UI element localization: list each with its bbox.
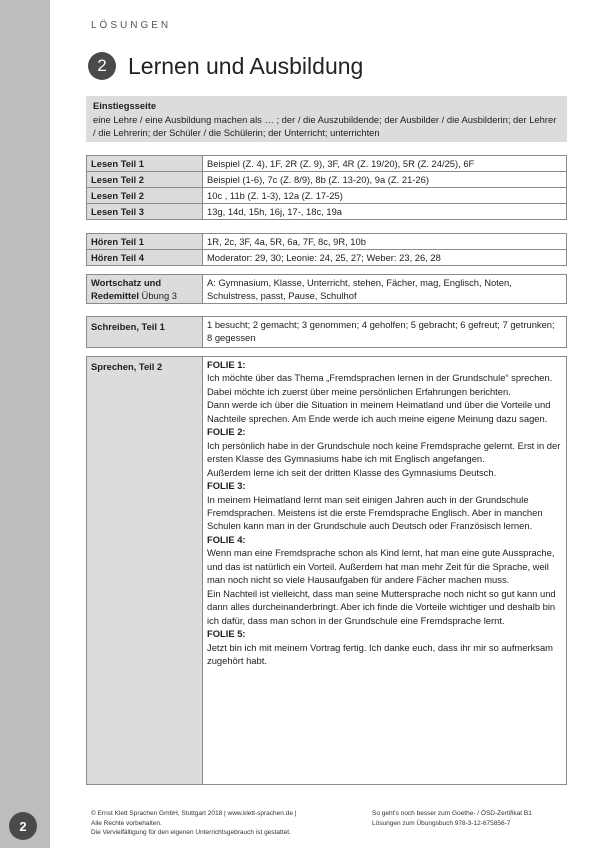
row-label: Lesen Teil 3 <box>87 204 203 220</box>
folie-3 <box>207 479 562 533</box>
footer-line: Alle Rechte vorbehalten. <box>91 819 162 827</box>
page-sidebar <box>0 0 50 848</box>
row-label: Sprechen, Teil 2 <box>87 357 203 785</box>
folie-paragraph: Jetzt bin ich mit meinem Vortrag fertig. Ich danke euch, dass ihr mir so aufmerksam zugehört habt. <box>207 641 553 666</box>
folie-heading: FOLIE 4: <box>207 533 246 545</box>
table-row <box>87 188 567 204</box>
folie-paragraph: Außerdem lerne ich seit der dritten Klasse des Gymnasiums Deutsch. <box>207 466 497 478</box>
folie-1 <box>207 358 562 425</box>
intro-box <box>86 96 567 142</box>
schreiben-table <box>86 316 567 348</box>
table-row <box>87 357 567 785</box>
row-value: Beispiel (1-6), 7c (Z. 8/9), 8b (Z. 13-20), 9a (Z. 21-26) <box>203 172 567 188</box>
folie-paragraph: Ich persönlich habe in der Grundschule noch keine Fremdsprache gelernt. Erst in der ersten Klasse des Gymnasiums habe ich mit Englisch angefangen. <box>207 439 561 465</box>
row-label: Lesen Teil 1 <box>87 156 203 172</box>
folie-heading: FOLIE 3: <box>207 480 246 492</box>
folie-paragraph: Wenn man eine Fremdsprache schon als Kind lernt, hat man eine gute Aussprache, und das ist natürlich ein Vorteil. Außerdem hat man mehr Zeit für die Sprache, weil man noch nicht so viele Hausaufgaben für andere Fächer machen muss. <box>207 547 555 586</box>
wortschatz-label-line1: Wortschatz und <box>91 277 162 288</box>
row-label: Hören Teil 1 <box>87 234 203 250</box>
footer-line: Lösungen zum Übungsbuch 978-3-12-675856-7 <box>372 819 511 827</box>
wortschatz-table <box>86 274 567 304</box>
chapter-title: Lernen und Ausbildung <box>128 52 364 79</box>
chapter-number: 2 <box>88 52 116 80</box>
folie-heading: FOLIE 1: <box>207 359 246 370</box>
wortschatz-label-bold: Redemittel <box>91 290 139 301</box>
row-value: 1 besucht; 2 gemacht; 3 genommen; 4 geholfen; 5 gebracht; 6 gefreut; 7 getrunken; 8 gegessen <box>203 317 567 348</box>
row-label <box>87 275 203 304</box>
table-row <box>87 204 567 220</box>
folie-2 <box>207 425 562 479</box>
table-row <box>87 250 567 266</box>
lesen-table <box>86 155 567 220</box>
sprechen-table <box>86 356 567 785</box>
row-value: 13g, 14d, 15h, 16j, 17-, 18c, 19a <box>203 204 567 220</box>
footer-line: Die Vervielfältigung für den eigenen Unterrichtsgebrauch ist gestattet. <box>91 829 291 836</box>
table-row <box>87 234 567 250</box>
footer-line: © Ernst Klett Sprachen GmbH, Stuttgart 2018 | www.klett-sprachen.de | <box>91 810 297 817</box>
row-value <box>203 357 567 785</box>
page-number: 2 <box>9 812 37 840</box>
folie-heading: FOLIE 2: <box>207 426 246 438</box>
row-label: Schreiben, Teil 1 <box>87 317 203 348</box>
folie-heading: FOLIE 5: <box>207 628 246 640</box>
row-label: Lesen Teil 2 <box>87 188 203 204</box>
row-value: 1R, 2c, 3F, 4a, 5R, 6a, 7F, 8c, 9R, 10b <box>203 234 567 250</box>
section-label: LÖSUNGEN <box>91 20 172 31</box>
folie-5 <box>207 627 562 667</box>
intro-text: eine Lehre / eine Ausbildung machen als … ; der / die Auszubildende; der Ausbilder / die Ausbilderin; der Lehrer / die Lehrerin; der Schüler / die Schülerin; der Unterricht; unterrichten <box>93 113 557 138</box>
table-row <box>87 156 567 172</box>
row-label: Hören Teil 4 <box>87 250 203 266</box>
folie-paragraph: Ich möchte über das Thema „Fremdsprachen lernen in der Grundschule“ sprechen. Dabei möchte ich zuerst über meine persönlichen Erfahrungen berichten. <box>207 372 553 397</box>
wortschatz-label-normal: Übung 3 <box>138 290 177 301</box>
folie-paragraph: Ein Nachteil ist vielleicht, dass man seine Muttersprache noch nicht so gut kann und dann alles durcheinanderbringt. Aber ich finde die Vorteile wichtiger und deshalb bin ich dafür, dass man schon in der Grundschule eine Fremdsprache lernt. <box>207 587 556 626</box>
row-value: Beispiel (Z. 4), 1F, 2R (Z. 9), 3F, 4R (Z. 19/20), 5R (Z. 24/25), 6F <box>203 156 567 172</box>
table-row <box>87 275 567 304</box>
row-value: Moderator: 29, 30; Leonie: 24, 25, 27; Weber: 23, 26, 28 <box>203 250 567 266</box>
folie-paragraph: In meinem Heimatland lernt man seit einigen Jahren auch in der Grundschule Fremdsprachen. Meistens ist die erste Fremdsprache Englisch. Aber in manchen Schulen kann man in der Grundschule auch Deutsch oder Französisch lernen. <box>207 493 543 532</box>
row-value: 10c , 11b (Z. 1-3), 12a (Z. 17-25) <box>203 188 567 204</box>
table-row <box>87 172 567 188</box>
row-label: Lesen Teil 2 <box>87 172 203 188</box>
table-row <box>87 317 567 348</box>
folie-4 <box>207 533 562 627</box>
footer-copyright <box>91 809 296 838</box>
row-value: A: Gymnasium, Klasse, Unterricht, stehen, Fächer, mag, Englisch, Noten, Schulstress, passt, Pause, Schulhof <box>203 275 567 304</box>
footer-book-info <box>372 809 532 828</box>
hoeren-table <box>86 233 567 266</box>
intro-heading: Einstiegsseite <box>93 100 157 111</box>
chapter-heading <box>88 52 363 80</box>
footer-line: So geht's noch besser zum Goethe- / ÖSD-Zertifikat B1 <box>372 810 532 817</box>
folie-paragraph: Dann werde ich über die Situation in meinem Heimatland und über die Vorteile und Nachteile sprechen. Am Ende werde ich auch meine eigene Meinung dazu sagen. <box>207 399 551 424</box>
